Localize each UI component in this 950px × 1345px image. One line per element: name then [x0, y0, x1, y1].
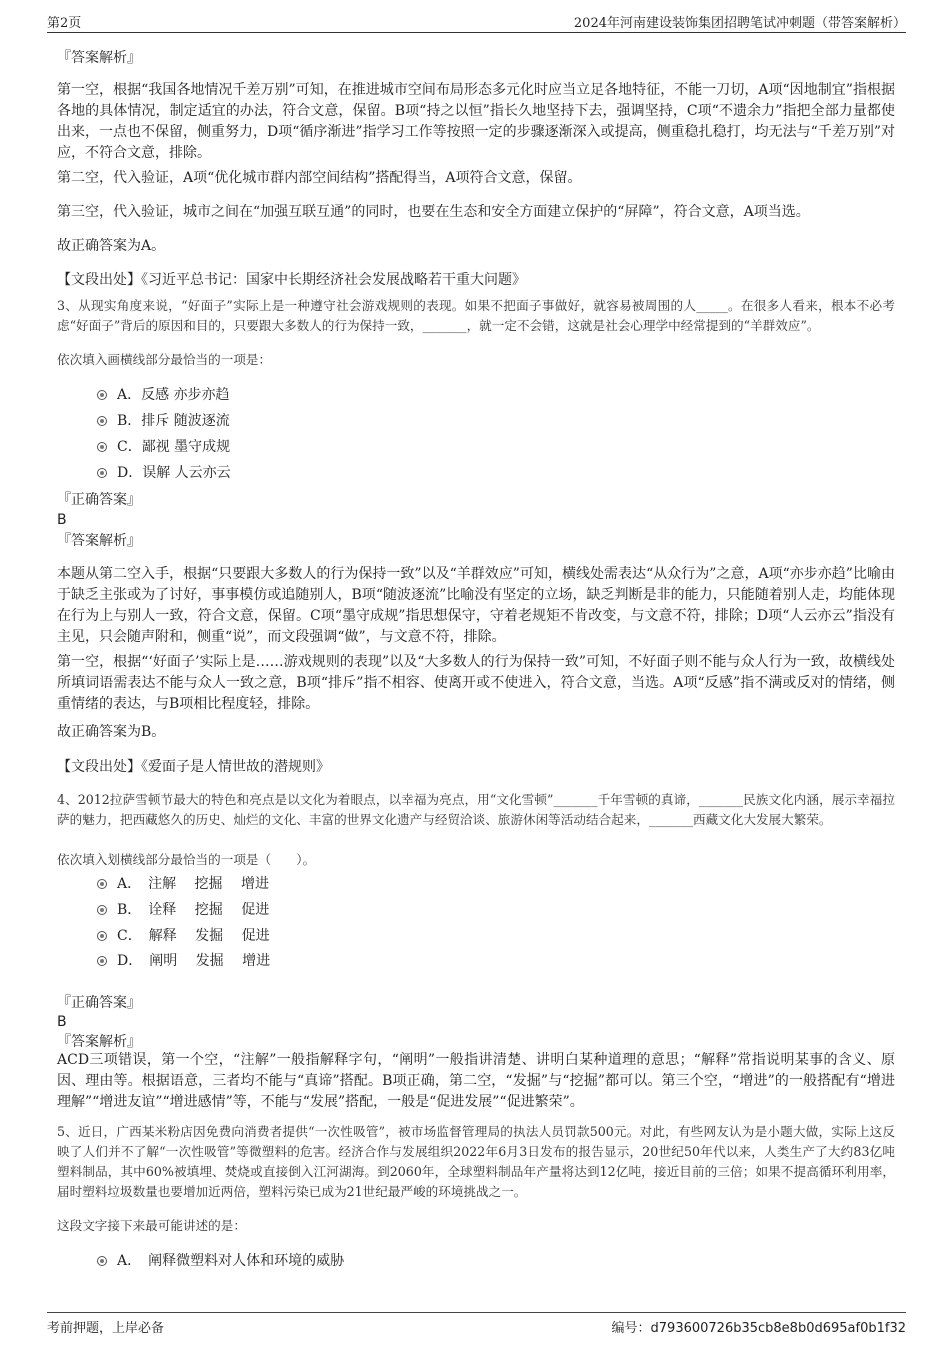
q3-correct-label: 『正确答案』 [57, 492, 141, 508]
q3-analysis-para-2: 第一空，根据“‘好面子’实际上是……游戏规则的表现”以及“大多数人的行为保持一致”可知，不好面子则不能与众人行为一致，故横线处所填词语需表达不能与众人一致之意，B项“排斥”指不相容、使离开或不使进入，符合文意，当选。A项“反感”指不满或反对的情绪，侧重情绪的表达，与B项相比程度轻，排除。 [57, 654, 895, 712]
q4-option-a[interactable]: A． 注解 挖掘 增进 [97, 875, 269, 893]
q3-option-a[interactable]: A．反感 亦步亦趋 [97, 386, 230, 404]
q4-option-b[interactable]: B． 诠释 挖掘 促进 [97, 901, 269, 919]
q4-correct-label: 『正确答案』 [57, 995, 141, 1011]
q3-instruction: 依次填入画横线部分最恰当的一项是： [57, 352, 272, 367]
q5-instruction: 这段文字接下来最可能讲述的是： [57, 1218, 246, 1233]
radio-icon[interactable] [97, 931, 107, 941]
radio-icon[interactable] [97, 1256, 107, 1266]
q2-analysis-para-1: 第一空，根据“我国各地情况千差万别”可知，在推进城市空间布局形态多元化时应当立足各地特征，不能一刀切，A项“因地制宜”指根据各地的具体情况，制定适宜的办法，符合文意，保留。B项“持之以恒”指长久地坚持下去，强调坚持，C项“不遗余力”指把全部力量都使出来，一点也不保留，侧重努力，D项“循序渐进”指学习工作等按照一定的步骤逐渐深入或提高，侧重稳扎稳打，均无法与“千差万别”对应，不符合文意，排除。 [57, 82, 895, 161]
document-code-label: 编号： [611, 1321, 651, 1336]
document-code [612, 1317, 906, 1336]
q3-option-b[interactable]: B．排斥 随波逐流 [97, 412, 230, 430]
radio-icon[interactable] [97, 416, 107, 426]
q3-analysis-para-1: 本题从第二空入手，根据“只要跟大多数人的行为保持一致”以及“羊群效应”可知，横线处需表达“从众行为”之意，A项“亦步亦趋”比喻由于缺乏主张或为了讨好，事事模仿或追随别人，B项“随波逐流”比喻没有坚定的立场，缺乏判断是非的能力，只能随着别人走，均能体现在行为上与别人一致，符合文意，保留。C项“墨守成规”指思想保守，守着老规矩不肯改变，与文意不符，排除；D项“人云亦云”指没有主见，只会随声附和，侧重“说”，而文段强调“做”，与文意不符，排除。 [57, 566, 895, 645]
page-number: 第2页 [47, 16, 82, 31]
q2-source: 【文段出处】《习近平总书记：国家中长期经济社会发展战略若干重大问题》 [57, 272, 526, 288]
q4-stem: 4、2012拉萨雪顿节最大的特色和亮点是以文化为着眼点，以幸福为亮点，用“文化雪顿”_______千年雪顿的真谛，_______民族文化内涵，展示幸福拉萨的魅力，把西藏悠久的历史、灿烂的文化、丰富的世界文化遗产与经贸洽谈、旅游休闲等活动结合起来，_______西藏文化大发展大繁荣。 [57, 792, 895, 827]
q2-analysis-para-2: 第二空，代入验证，A项“优化城市群内部空间结构”搭配得当，A项符合文意，保留。 [57, 170, 582, 186]
q4-correct-answer: B [57, 1014, 67, 1030]
radio-icon[interactable] [97, 956, 107, 966]
radio-icon[interactable] [97, 442, 107, 452]
q5-option-a[interactable]: A． 阐释微塑料对人体和环境的威胁 [97, 1252, 344, 1270]
radio-icon[interactable] [97, 905, 107, 915]
radio-icon[interactable] [97, 468, 107, 478]
page-header [47, 10, 906, 33]
q5-stem: 5、近日，广西某米粉店因免费向消费者提供“一次性吸管”，被市场监督管理局的执法人员罚款500元。对此，有些网友认为是小题大做，实际上这反映了人们并不了解“一次性吸管”等微塑料的危害。经济合作与发展组织2022年6月3日发布的报告显示，20世纪50年代以来，人类生产了大约83亿吨塑料制品，其中60%被填埋、焚烧或直接倒入江河湖海。到2060年，全球塑料制品年产量将达到12亿吨，接近目前的三倍；如果不提高循环利用率，届时塑料垃圾数量也要增加近两倍，塑料污染已成为21世纪最严峻的环境挑战之一。 [57, 1124, 895, 1199]
q3-option-c[interactable]: C．鄙视 墨守成规 [97, 438, 230, 456]
q3-option-d[interactable]: D．误解 人云亦云 [97, 464, 231, 482]
q4-option-d[interactable]: D． 阐明 发掘 增进 [97, 952, 270, 970]
q3-source: 【文段出处】《爱面子是人情世故的潜规则》 [57, 759, 330, 775]
q4-analysis-label: 『答案解析』 [57, 1034, 141, 1050]
q4-analysis-para-1: ACD三项错误，第一个空，“注解”一般指解释字句，“阐明”一般指讲清楚、讲明白某种道理的意思；“解释”常指说明某事的含义、原因、理由等。根据语意，三者均不能与“真谛”搭配。B项正确，第二空，“发掘”与“挖掘”都可以。第三个空，“增进”的一般搭配有“增进理解”“增进友谊”“增进感情”等，不能与“发展”搭配，一般是“促进发展”“促进繁荣”。 [57, 1052, 895, 1110]
radio-icon[interactable] [97, 390, 107, 400]
q4-instruction: 依次填入划横线部分最恰当的一项是（ ）。 [57, 852, 316, 867]
document-title: 2024年河南建设装饰集团招聘笔试冲刺题（带答案解析） [573, 16, 906, 31]
q2-conclusion: 故正确答案为A。 [57, 238, 166, 254]
q3-analysis-label: 『答案解析』 [57, 533, 141, 549]
radio-icon[interactable] [97, 879, 107, 889]
q3-stem: 3、从现实角度来说，“好面子”实际上是一种遵守社会游戏规则的表现。如果不把面子事做好，就容易被周围的人_____。在很多人看来，根本不必考虑“好面子”背后的原因和目的，只要跟大多数人的行为保持一致，_______，就一定不会错，这就是社会心理学中经常提到的“羊群效应”。 [57, 298, 895, 333]
document-code-value: d793600726b35cb8e8b0d695af0b1f32 [650, 1321, 906, 1336]
q2-analysis-para-3: 第三空，代入验证，城市之间在“加强互联互通”的同时，也要在生态和安全方面建立保护的“屏障”，符合文意，A项当选。 [57, 204, 810, 220]
q3-correct-answer: B [57, 512, 67, 528]
footer-slogan: 考前押题，上岸必备 [47, 1321, 165, 1336]
q3-conclusion: 故正确答案为B。 [57, 724, 166, 740]
page-footer [47, 1312, 906, 1337]
q2-analysis-label: 『答案解析』 [57, 50, 141, 66]
q4-option-c[interactable]: C． 解释 发掘 促进 [97, 927, 270, 945]
